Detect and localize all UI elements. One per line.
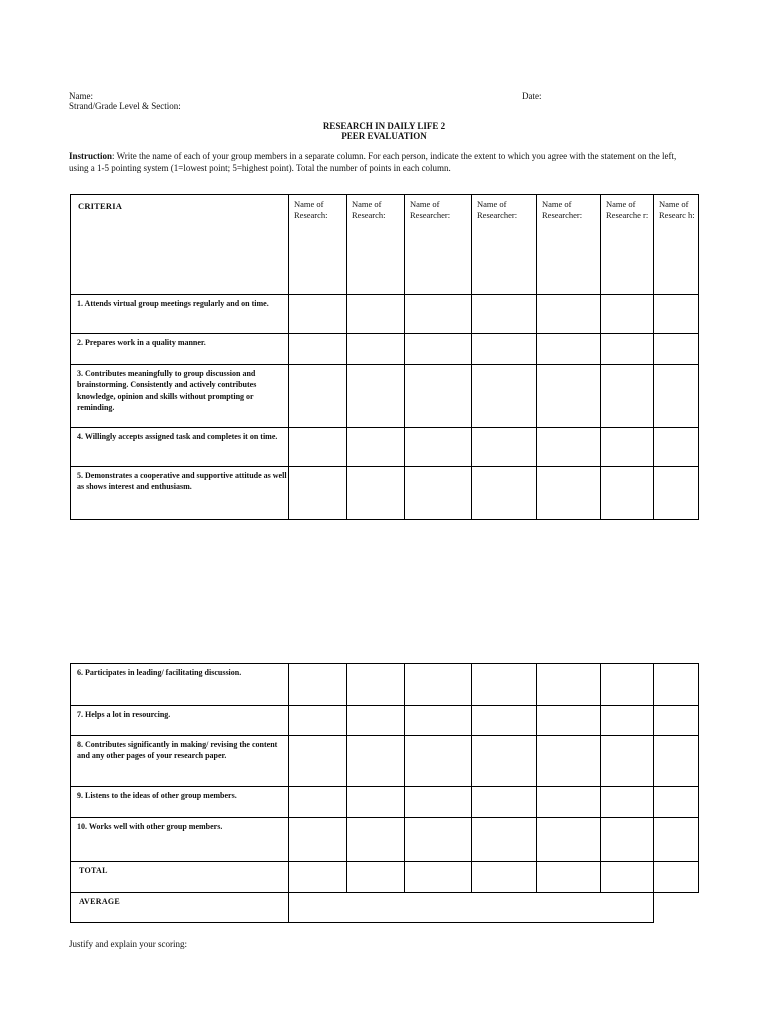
name-label: Name: [69,91,93,101]
empty-corner [654,893,699,923]
score-cell[interactable] [537,818,601,862]
score-cell[interactable] [654,428,699,467]
score-cell[interactable] [601,428,654,467]
score-cell[interactable] [347,467,405,520]
document-title: RESEARCH IN DAILY LIFE 2 [322,121,446,131]
table-row [71,787,699,818]
total-cell[interactable] [405,862,472,893]
score-cell[interactable] [347,365,405,428]
total-cell[interactable] [537,862,601,893]
score-cell[interactable] [601,736,654,787]
score-cell[interactable] [601,334,654,365]
score-cell[interactable] [472,818,537,862]
score-cell[interactable] [289,664,347,706]
average-label: AVERAGE [71,893,289,923]
score-cell[interactable] [405,334,472,365]
score-cell[interactable] [472,706,537,736]
total-cell[interactable] [289,862,347,893]
score-cell[interactable] [654,818,699,862]
score-cell[interactable] [347,295,405,334]
score-cell[interactable] [654,664,699,706]
criterion-label: 4. Willingly accepts assigned task and completes it on time. [71,428,289,467]
table-row [71,818,699,862]
researcher-column-header[interactable]: Name of Researcher: [537,195,601,295]
score-cell[interactable] [289,818,347,862]
score-cell[interactable] [537,736,601,787]
score-cell[interactable] [347,334,405,365]
criterion-label: 10. Works well with other group members. [71,818,289,862]
criteria-header: CRITERIA [71,195,289,295]
score-cell[interactable] [654,706,699,736]
score-cell[interactable] [289,365,347,428]
score-cell[interactable] [654,467,699,520]
date-label: Date: [522,91,542,101]
justify-label: Justify and explain your scoring: [69,939,187,949]
score-cell[interactable] [405,295,472,334]
score-cell[interactable] [289,787,347,818]
average-cell[interactable] [289,893,654,923]
score-cell[interactable] [289,428,347,467]
section-label: Strand/Grade Level & Section: [69,101,181,111]
score-cell[interactable] [405,428,472,467]
criterion-label: 1. Attends virtual group meetings regularly and on time. [71,295,289,334]
score-cell[interactable] [472,467,537,520]
document-subtitle: PEER EVALUATION [341,131,427,141]
score-cell[interactable] [472,664,537,706]
table-row [71,736,699,787]
score-cell[interactable] [472,295,537,334]
score-cell[interactable] [289,467,347,520]
score-cell[interactable] [537,706,601,736]
score-cell[interactable] [405,467,472,520]
score-cell[interactable] [405,787,472,818]
score-cell[interactable] [347,664,405,706]
score-cell[interactable] [654,787,699,818]
criterion-label: 8. Contributes significantly in making/ revising the content and any other pages of your research paper. [71,736,289,787]
researcher-column-header[interactable]: Name of Researche r: [601,195,654,295]
score-cell[interactable] [537,467,601,520]
score-cell[interactable] [405,736,472,787]
total-cell[interactable] [347,862,405,893]
criterion-label: 7. Helps a lot in resourcing. [71,706,289,736]
score-cell[interactable] [472,334,537,365]
score-cell[interactable] [347,706,405,736]
score-cell[interactable] [601,664,654,706]
table-row [71,295,699,334]
score-cell[interactable] [472,787,537,818]
score-cell[interactable] [537,365,601,428]
score-cell[interactable] [405,818,472,862]
score-cell[interactable] [654,334,699,365]
score-cell[interactable] [405,664,472,706]
score-cell[interactable] [537,334,601,365]
score-cell[interactable] [654,736,699,787]
instruction-text-line1: : Write the name of each of your group members in a separate column. For each person, indicate the extent to which you agree with the statement on the left, [112,151,677,161]
score-cell[interactable] [472,428,537,467]
score-cell[interactable] [601,818,654,862]
criterion-label: 9. Listens to the ideas of other group members. [71,787,289,818]
score-cell[interactable] [289,706,347,736]
table-row [71,428,699,467]
average-row [71,893,699,923]
researcher-column-header[interactable]: Name of Researcher: [472,195,537,295]
score-cell[interactable] [537,428,601,467]
instruction-lead: Instruction [69,151,113,161]
table-row [71,706,699,736]
table-header-row [71,195,699,295]
peer-evaluation-table-2 [70,663,699,923]
criterion-label: 5. Demonstrates a cooperative and supportive attitude as well as shows interest and enthusiasm. [71,467,289,520]
score-cell[interactable] [405,365,472,428]
total-cell[interactable] [601,862,654,893]
peer-evaluation-table-1 [70,194,699,520]
score-cell[interactable] [654,365,699,428]
score-cell[interactable] [537,787,601,818]
table-row [71,334,699,365]
table-row [71,664,699,706]
total-label: TOTAL [71,862,289,893]
instruction-text-line2: using a 1-5 pointing system (1=lowest point; 5=highest point). Total the number of points in each column. [69,162,451,173]
score-cell[interactable] [405,706,472,736]
score-cell[interactable] [601,365,654,428]
score-cell[interactable] [601,706,654,736]
total-cell[interactable] [472,862,537,893]
score-cell[interactable] [472,736,537,787]
score-cell[interactable] [537,295,601,334]
score-cell[interactable] [601,295,654,334]
score-cell[interactable] [347,736,405,787]
criterion-label: 2. Prepares work in a quality manner. [71,334,289,365]
score-cell[interactable] [654,295,699,334]
score-cell[interactable] [289,334,347,365]
researcher-column-header[interactable]: Name of Researc h: [654,195,699,295]
score-cell[interactable] [289,736,347,787]
researcher-column-header[interactable]: Name of Researcher: [405,195,472,295]
total-row [71,862,699,893]
score-cell[interactable] [347,818,405,862]
criterion-label: 3. Contributes meaningfully to group discussion and brainstorming. Consistently and actively contributes knowledge, opinion and skills without prompting or reminding. [71,365,289,428]
score-cell[interactable] [601,787,654,818]
instruction-paragraph [69,151,701,174]
score-cell[interactable] [601,467,654,520]
table-row [71,365,699,428]
criterion-label: 6. Participates in leading/ facilitating discussion. [71,664,289,706]
researcher-column-header[interactable]: Name of Research: [347,195,405,295]
table-row [71,467,699,520]
researcher-column-header[interactable]: Name of Research: [289,195,347,295]
score-cell[interactable] [472,365,537,428]
score-cell[interactable] [289,295,347,334]
score-cell[interactable] [537,664,601,706]
score-cell[interactable] [347,428,405,467]
score-cell[interactable] [347,787,405,818]
total-cell[interactable] [654,862,699,893]
